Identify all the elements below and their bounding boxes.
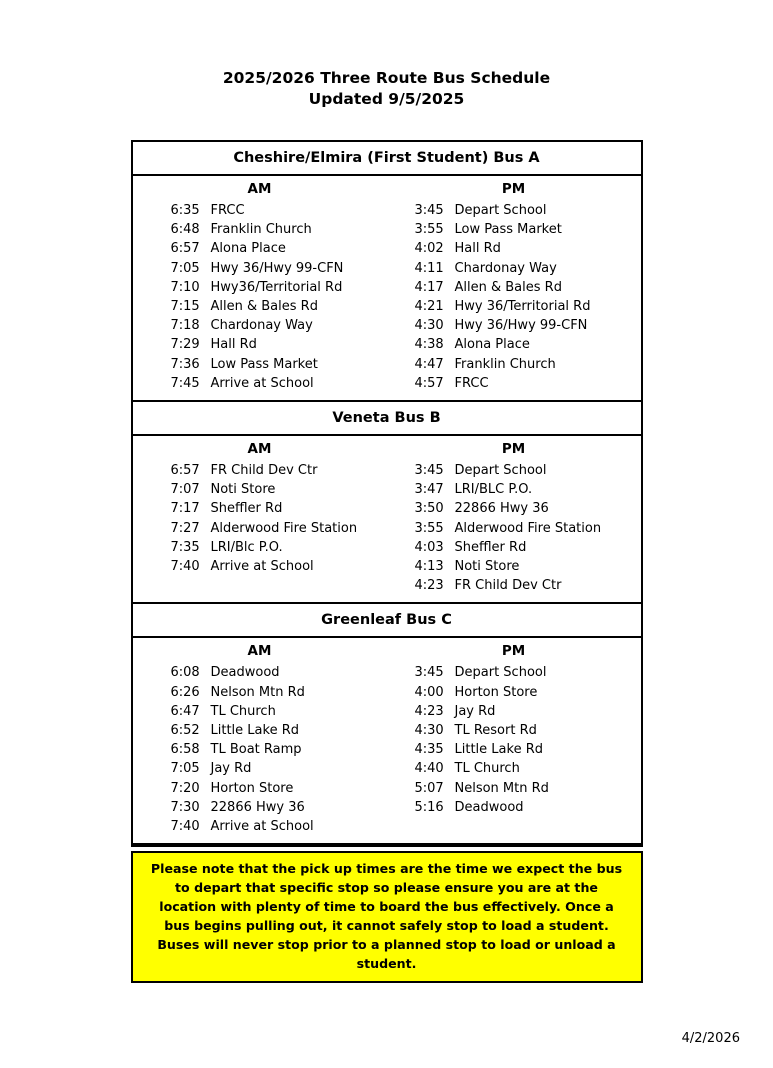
list-item: [171, 480, 387, 499]
stop-name: Deadwood: [454, 799, 524, 815]
list-item: [171, 683, 387, 702]
stop-name: Noti Store: [454, 559, 520, 575]
stop-time: 4:38: [414, 337, 444, 353]
stop-name: FR Child Dev Ctr: [210, 463, 318, 479]
route-b-columns: [133, 436, 641, 602]
stop-time: 6:08: [170, 665, 200, 681]
stop-time: 4:11: [414, 260, 444, 276]
stop-time: 5:16: [414, 799, 444, 815]
route-c-columns: [133, 638, 641, 843]
stop-name: Alona Place: [454, 337, 530, 353]
list-item: [415, 663, 641, 682]
stop-time: 7:05: [170, 260, 200, 276]
route-block-c: [133, 604, 641, 845]
stop-time: 4:17: [414, 279, 444, 295]
stop-time: 4:57: [414, 375, 444, 391]
stop-name: Nelson Mtn Rd: [210, 684, 305, 700]
route-c-am-list: [133, 663, 387, 836]
stop-time: 7:27: [170, 520, 200, 536]
list-item: [415, 721, 641, 740]
stop-time: 4:23: [414, 703, 444, 719]
list-item: [171, 355, 387, 374]
stop-name: Hall Rd: [210, 337, 257, 353]
list-item: [415, 702, 641, 721]
stop-time: 4:47: [414, 356, 444, 372]
list-item: [171, 519, 387, 538]
route-a-am-label: AM: [247, 181, 272, 197]
list-item: [415, 480, 641, 499]
stop-time: 3:45: [414, 463, 444, 479]
stop-name: TL Church: [210, 703, 276, 719]
list-item: [171, 499, 387, 518]
route-b-pm-label: PM: [501, 441, 526, 458]
list-item: [415, 374, 641, 393]
stop-name: Hwy 36/Territorial Rd: [454, 299, 591, 315]
list-item: [415, 259, 641, 278]
stop-name: Horton Store: [454, 684, 538, 700]
list-item: [415, 798, 641, 817]
stop-time: 3:45: [414, 203, 444, 218]
list-item: [415, 220, 641, 239]
stop-time: 4:30: [414, 318, 444, 334]
list-item: [171, 461, 387, 480]
stop-name: Little Lake Rd: [210, 723, 299, 739]
stop-time: 4:40: [414, 761, 444, 777]
stop-name: Hwy 36/Hwy 99-CFN: [454, 318, 588, 334]
stop-time: 4:35: [414, 742, 444, 758]
stop-name: Jay Rd: [454, 703, 496, 719]
stop-name: FR Child Dev Ctr: [454, 578, 562, 594]
route-c-am-label: AM: [247, 643, 272, 660]
stop-name: Deadwood: [210, 665, 280, 681]
stop-time: 7:40: [170, 559, 200, 575]
stop-name: Hall Rd: [454, 241, 501, 257]
stop-name: Allen & Bales Rd: [454, 279, 562, 295]
page-title: [0, 68, 773, 110]
stop-name: Jay Rd: [210, 761, 252, 777]
list-item: [171, 702, 387, 721]
stop-time: 7:40: [170, 819, 200, 835]
stop-time: 4:13: [414, 559, 444, 575]
stop-time: 7:36: [170, 356, 200, 372]
stop-name: 22866 Hwy 36: [454, 501, 549, 517]
route-b-am-column: [133, 440, 387, 595]
stop-name: Franklin Church: [210, 222, 312, 238]
list-item: [171, 335, 387, 354]
route-b-pm-column: [387, 440, 641, 595]
list-item: [171, 278, 387, 297]
list-item: [171, 239, 387, 258]
stop-time: 5:07: [414, 780, 444, 796]
route-b-pm-list: [387, 461, 641, 595]
stop-time: 6:52: [170, 723, 200, 739]
list-item: [171, 259, 387, 278]
stop-name: Sheffler Rd: [454, 539, 527, 555]
stop-name: Little Lake Rd: [454, 742, 543, 758]
route-c-am-column: [133, 642, 387, 836]
route-a-am-column: [133, 180, 387, 393]
list-item: [171, 538, 387, 557]
route-a-pm-list: [387, 201, 641, 393]
stop-name: Alona Place: [210, 241, 286, 257]
list-item: [415, 779, 641, 798]
stop-name: Alderwood Fire Station: [454, 520, 602, 536]
stop-time: 3:55: [414, 520, 444, 536]
stop-time: 6:26: [170, 684, 200, 700]
list-item: [171, 779, 387, 798]
list-item: [415, 576, 641, 595]
stop-name: Depart School: [454, 203, 547, 218]
route-header-b: Veneta Bus B: [133, 402, 641, 436]
stop-time: 7:30: [170, 799, 200, 815]
stop-time: 4:21: [414, 299, 444, 315]
route-c-pm-column: [387, 642, 641, 836]
list-item: [415, 278, 641, 297]
stop-name: Low Pass Market: [454, 222, 562, 238]
stop-name: Chardonay Way: [454, 260, 557, 276]
stop-name: Allen & Bales Rd: [210, 299, 318, 315]
schedule-tables: [131, 140, 643, 847]
stop-time: 4:30: [414, 723, 444, 739]
route-header-c: Greenleaf Bus C: [133, 604, 641, 638]
route-block-a: [133, 142, 641, 402]
stop-time: 3:55: [414, 222, 444, 238]
list-item: [171, 316, 387, 335]
stop-time: 7:05: [170, 761, 200, 777]
list-item: [415, 461, 641, 480]
stop-time: 4:02: [414, 241, 444, 257]
route-a-pm-label: PM: [501, 181, 526, 197]
stop-time: 6:57: [170, 463, 200, 479]
stop-name: Alderwood Fire Station: [210, 520, 358, 536]
stop-time: 6:48: [170, 222, 200, 238]
route-a-pm-column: [387, 180, 641, 393]
stop-name: Arrive at School: [210, 375, 314, 391]
stop-time: 7:18: [170, 318, 200, 334]
route-b-am-list: [133, 461, 387, 576]
list-item: [171, 740, 387, 759]
list-item: [415, 538, 641, 557]
route-a-columns: [133, 176, 641, 400]
list-item: [415, 316, 641, 335]
stop-name: Franklin Church: [454, 356, 556, 372]
list-item: [415, 355, 641, 374]
stop-name: Sheffler Rd: [210, 501, 283, 517]
stop-name: Chardonay Way: [210, 318, 313, 334]
stop-name: LRI/Blc P.O.: [210, 539, 283, 555]
list-item: [415, 335, 641, 354]
list-item: [415, 201, 641, 220]
stop-name: TL Boat Ramp: [210, 742, 302, 758]
route-b-am-label: AM: [247, 441, 272, 458]
list-item: [171, 721, 387, 740]
stop-time: 3:47: [414, 482, 444, 498]
stop-time: 4:03: [414, 539, 444, 555]
list-item: [171, 759, 387, 778]
stop-time: 7:10: [170, 279, 200, 295]
stop-name: Horton Store: [210, 780, 294, 796]
route-c-pm-list: [387, 663, 641, 817]
stop-time: 7:17: [170, 501, 200, 517]
footer-date: 4/2/2026: [681, 1031, 740, 1046]
stop-name: Arrive at School: [210, 559, 314, 575]
list-item: [171, 220, 387, 239]
stop-time: 4:00: [414, 684, 444, 700]
stop-time: 6:47: [170, 703, 200, 719]
stop-name: FRCC: [210, 203, 245, 218]
route-block-b: [133, 402, 641, 604]
stop-time: 4:23: [414, 578, 444, 594]
list-item: [171, 297, 387, 316]
stop-time: 3:50: [414, 501, 444, 517]
list-item: [415, 297, 641, 316]
stop-time: 7:20: [170, 780, 200, 796]
page-title-line-1: 2025/2026 Three Route Bus Schedule: [222, 69, 551, 87]
stop-time: 7:35: [170, 539, 200, 555]
stop-name: TL Church: [454, 761, 520, 777]
list-item: [171, 557, 387, 576]
stop-time: 7:15: [170, 299, 200, 315]
stop-name: 22866 Hwy 36: [210, 799, 305, 815]
stop-time: 7:29: [170, 337, 200, 353]
route-header-a: Cheshire/Elmira (First Student) Bus A: [133, 142, 641, 176]
document-page: [0, 68, 773, 1068]
list-item: [415, 740, 641, 759]
list-item: [415, 759, 641, 778]
list-item: [171, 798, 387, 817]
route-a-am-list: [133, 201, 387, 393]
list-item: [415, 239, 641, 258]
stop-name: Low Pass Market: [210, 356, 318, 372]
page-title-line-2: Updated 9/5/2025: [308, 90, 465, 108]
stop-time: 3:45: [414, 665, 444, 681]
stop-name: Nelson Mtn Rd: [454, 780, 549, 796]
list-item: [415, 519, 641, 538]
stop-name: Hwy36/Territorial Rd: [210, 279, 343, 295]
list-item: [171, 374, 387, 393]
stop-name: Depart School: [454, 463, 547, 479]
stop-name: FRCC: [454, 375, 489, 391]
stop-name: LRI/BLC P.O.: [454, 482, 533, 498]
route-c-pm-label: PM: [501, 643, 526, 660]
list-item: [415, 557, 641, 576]
stop-name: TL Resort Rd: [454, 723, 537, 739]
stop-name: Noti Store: [210, 482, 276, 498]
stop-name: Hwy 36/Hwy 99-CFN: [210, 260, 344, 276]
stop-time: 6:57: [170, 241, 200, 257]
stop-time: 7:45: [170, 375, 200, 391]
important-note: Please note that the pick up times are the time we expect the bus to depart that specific stop so please ensure you are at the location with plenty of time to board the bus effectively. Once a bus begins pulling out, it cannot safely stop to load a student. Buses will never stop prior to a planned stop to load or unload a student.: [131, 851, 643, 983]
stop-name: Arrive at School: [210, 819, 314, 835]
list-item: [171, 663, 387, 682]
stop-time: 7:07: [170, 482, 200, 498]
list-item: [415, 499, 641, 518]
stop-time: 6:35: [170, 203, 200, 218]
list-item: [171, 201, 387, 220]
stop-name: Depart School: [454, 665, 547, 681]
list-item: [171, 817, 387, 836]
stop-time: 6:58: [170, 742, 200, 758]
list-item: [415, 683, 641, 702]
